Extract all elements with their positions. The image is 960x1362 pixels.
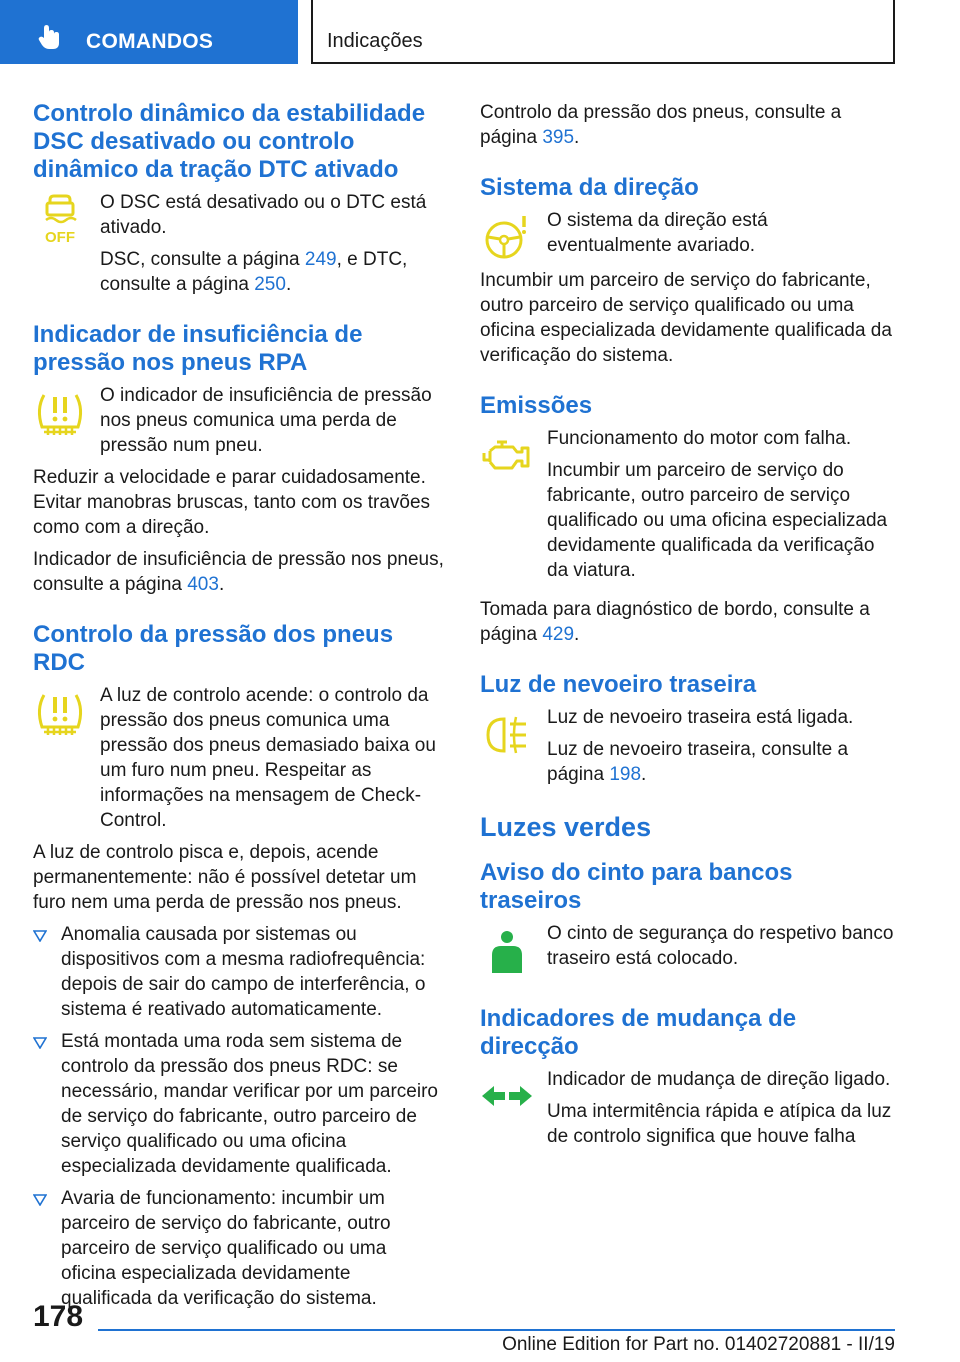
section-title-fog: Luz de nevoeiro traseira	[480, 671, 757, 698]
page-link-250[interactable]: 250	[254, 274, 286, 295]
rear-fog-light-icon	[480, 707, 534, 761]
steering-advice: Incumbir um parceiro de serviço do fabricante, outro parceiro de serviço qualificado ou uma oficina especializada devidamente qualificada da verificação do sistema.	[480, 270, 892, 366]
right-column	[480, 100, 896, 1173]
svg-text:OFF: OFF	[45, 229, 75, 246]
section-fog	[480, 671, 896, 787]
seatbelt-fastened-icon	[480, 923, 534, 977]
chapter-title-green-lights: Luzes verdes	[480, 812, 652, 842]
section-steering	[480, 174, 896, 368]
section-header	[311, 0, 895, 64]
list-item: Anomalia causada por sistemas ou dispositivos com a mesma radiofrequência: depois de sair do campo de interferência, o sistema é reativado automaticamente.	[33, 922, 445, 1022]
section-title-turn-signals: Indicadores de mudança de direcção	[480, 1005, 797, 1060]
section-emissions	[480, 392, 896, 647]
triangle-bullet-icon	[33, 1037, 47, 1049]
steering-text: O sistema da direção está eventualmente avariado.	[547, 210, 768, 256]
rpa-advice: Reduzir a velocidade e parar cuidadosamente. Evitar manobras bruscas, tanto com os travões como com a direção.	[33, 467, 431, 538]
page-link-395[interactable]: 395	[542, 127, 575, 148]
section-rdc	[33, 621, 445, 1311]
page-link-249[interactable]: 249	[304, 249, 337, 270]
emissions-advice: Incumbir um parceiro de serviço do fabricante, outro parceiro de serviço qualificado ou uma oficina especializada devidamente qualificada da verificação da viatura.	[547, 460, 888, 581]
rdc-ref: Controlo da pressão dos pneus, consulte a página 395.	[480, 102, 842, 148]
turn-signal-text: Indicador de mudança de direção ligado.	[547, 1069, 891, 1090]
section-title-steering: Sistema da direção	[480, 174, 699, 201]
section-title-dsc: Controlo dinâmico da estabilidade DSC desativado ou controlo dinâmico da tração DTC ativado	[33, 100, 426, 183]
list-item: Está montada uma roda sem sistema de controlo da pressão dos pneus RDC: se necessário, mandar verificar por um parceiro de serviço do fabricante, outro parceiro de serviço qualificado ou uma oficina especializada devidamente qualificada.	[33, 1029, 445, 1179]
fog-text: Luz de nevoeiro traseira está ligada.	[547, 707, 854, 728]
footer-divider	[98, 1329, 895, 1331]
dsc-text: O DSC está desativado ou o DTC está ativado.	[100, 192, 427, 238]
rpa-ref: Indicador de insuficiência de pressão nos pneus, consulte a página 403.	[33, 549, 444, 595]
section-rear-belt	[480, 859, 896, 981]
triangle-bullet-icon	[33, 1194, 47, 1206]
rear-belt-text: O cinto de segurança do respetivo banco traseiro está colocado.	[547, 923, 894, 969]
engine-icon	[480, 428, 534, 482]
rpa-text: O indicador de insuficiência de pressão nos pneus comunica uma perda de pressão num pneu.	[100, 385, 432, 456]
left-column	[33, 100, 445, 1335]
chapter-label: COMANDOS	[86, 30, 214, 53]
turn-signal-arrows-icon	[480, 1069, 534, 1123]
turn-signal-fault-text: Uma intermitência rápida e atípica da luz de controlo significa que houve falha	[547, 1101, 892, 1147]
section-title-emissions: Emissões	[480, 392, 593, 419]
fog-ref: Luz de nevoeiro traseira, consulte a página 198.	[547, 739, 849, 785]
chapter-tab[interactable]	[0, 0, 298, 64]
emissions-ref: Tomada para diagnóstico de bordo, consulte a página 429.	[480, 599, 870, 645]
page-link-429[interactable]: 429	[542, 624, 575, 645]
edition-footer: Online Edition for Part no. 01402720881 - II/19	[502, 1334, 895, 1355]
rdc-bullet-list	[33, 922, 445, 1311]
steering-warning-icon	[480, 210, 534, 264]
section-rpa	[33, 321, 445, 597]
list-item: Avaria de funcionamento: incumbir um parceiro de serviço do fabricante, outro parceiro de serviço qualificado ou uma oficina especializada devidamente qualificada da verificação do sistema.	[33, 1186, 445, 1311]
page-link-198[interactable]: 198	[609, 764, 642, 785]
section-rdc-ref	[480, 100, 896, 150]
page-link-403[interactable]: 403	[187, 574, 219, 595]
rdc-text: A luz de controlo acende: o controlo da pressão dos pneus comunica uma pressão dos pneus demasiado baixa ou um furo num pneu. Respeitar as informações na mensagem de Check-Control.	[100, 685, 436, 831]
hand-pointer-icon	[36, 22, 66, 52]
tire-pressure-monitor-icon	[33, 685, 87, 739]
section-dsc	[33, 100, 445, 297]
section-title-rdc: Controlo da pressão dos pneus RDC	[33, 621, 394, 676]
page-number: 178	[33, 1300, 84, 1333]
dsc-off-icon	[33, 192, 87, 246]
rdc-blink-text: A luz de controlo pisca e, depois, acende permanentemente: não é possível detetar um furo nem uma perda de pressão nos pneus.	[33, 842, 417, 913]
section-label: Indicações	[327, 30, 423, 52]
emissions-text: Funcionamento do motor com falha.	[547, 428, 852, 449]
triangle-bullet-icon	[33, 930, 47, 942]
section-turn-signals	[480, 1005, 896, 1149]
dsc-ref: DSC, consulte a página 249, e DTC, consulte a página 250.	[100, 249, 408, 295]
section-title-rpa: Indicador de insuficiência de pressão nos pneus RPA	[33, 321, 363, 376]
tire-pressure-warning-icon	[33, 385, 87, 439]
section-title-rear-belt: Aviso do cinto para bancos traseiros	[480, 859, 793, 914]
